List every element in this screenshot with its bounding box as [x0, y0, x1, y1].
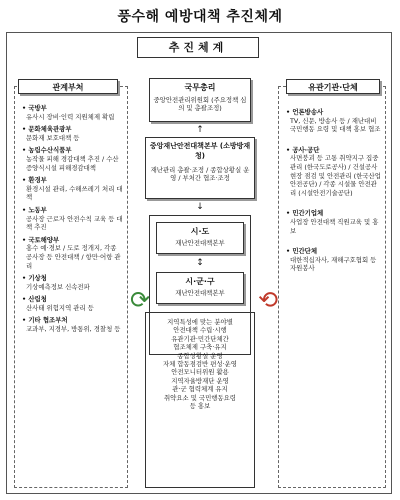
sido-title: 시·도 [190, 227, 210, 236]
list-item: • 언론방송사 TV, 신문, 방송사 등 / 재난대비 국민행동 요령 및 대책 홍보 협조 [286, 108, 382, 134]
local-task-line: 유관기관·민간단체간 [171, 334, 229, 343]
down-arrow-icon: ↓ [196, 202, 204, 212]
sido-box [156, 222, 244, 254]
local-task-line: 안전모니터위원 활용 [171, 368, 229, 377]
pm-desc: 중앙안전관리위원회 (주요정책 심의 및 총괄조정) [153, 96, 247, 113]
cycle-arrows-icon: ⟳ [130, 286, 151, 314]
local-task-line: 등 홍보 [189, 402, 211, 411]
sigungu-title: 시·군·구 [185, 277, 215, 286]
local-tasks-box [145, 312, 255, 488]
section-header: 추진체계 [137, 37, 259, 58]
hq-box [145, 137, 255, 199]
pm-box [149, 78, 251, 122]
local-task-line: 관·군 협력체계 유지 [172, 385, 228, 394]
right-list [286, 108, 382, 277]
hq-title: 중앙재난안전대책본부 (소방방재청) [149, 142, 251, 160]
list-item: • 공사·공단 사면붕괴 등 고통 취약지구 집중관리 (한국도로공사) / 건설공사 현장 점검 및 안전관리 (한국산업안전공단) / 각종 시설물 안전관리 (시설안전기술공단) [286, 146, 382, 198]
list-item: • 국방부 유사시 장비·인력 지원체제 확립 [22, 104, 124, 121]
list-item: • 기상청 기상예측정보 신속전파 [22, 274, 124, 291]
local-task-line: 지역자율방재단 운영 [171, 376, 229, 385]
local-task-line: 협조체제 구축·유지 [173, 343, 227, 352]
list-item: • 환경부 환경시설 관리, 수해쓰레기 처리 대책 [22, 176, 124, 202]
diagram-title: 풍수해 예방대책 추진체계 [117, 9, 283, 25]
list-item: • 산림청 산사태 위험지역 관리 등 [22, 295, 124, 312]
sigungu-box [156, 272, 244, 304]
sigungu-desc: 재난안전대책본부 [175, 289, 225, 297]
right-panel-title: 유관기관·단체 [286, 79, 380, 94]
local-task-line: 지역특성에 맞는 분야별 [167, 318, 233, 326]
list-item: • 노동부 공사장 근로자 안전수칙 교육 등 대책 추진 [22, 206, 124, 232]
list-item: • 국토해양부 홍수 예·경보 / 도로 정개지, 각종 공사장 등 안전대책 / 항만·어항 관리 [22, 236, 124, 270]
local-tasks-list [146, 318, 254, 410]
up-arrow-icon: ↑ [196, 125, 204, 135]
list-item: • 문화체육관광부 문화재 보호대책 등 [22, 125, 124, 142]
pm-title: 국무총리 [184, 83, 216, 92]
sido-desc: 재난안전대책본부 [175, 239, 225, 247]
list-item: • 민간기업체 사업장 안전대책 직원교육 및 홍보 [286, 209, 382, 235]
list-item: • 기타 협조부처 교과부, 지경부, 방통위, 경찰청 등 [22, 316, 124, 333]
cycle-arrows-icon: ⟲ [258, 286, 279, 314]
left-panel-title: 관계부처 [18, 79, 118, 94]
local-task-line: 취약요소 및 국민행동요령 [164, 393, 236, 402]
left-list [22, 104, 124, 338]
hq-desc: 재난관리 총괄·조정 / 종합상황실 운영 / 부처간 협조·조정 [150, 166, 250, 183]
local-task-line: 안전대책 수립·시행 [173, 326, 227, 335]
list-item: • 민간단체 대한적십자사, 재해구호협회 등 자원봉사 [286, 247, 382, 273]
local-task-line: 종합상황실 운영 [177, 351, 223, 360]
list-item: • 농림수산식품부 농작물 피해 경감대책 추진 / 수산 증양식시설 피해경감대책 [22, 146, 124, 172]
local-task-line: 자체 합동점검반 편성·운영 [162, 360, 237, 369]
up-down-arrow-icon: ↕ [196, 258, 204, 268]
